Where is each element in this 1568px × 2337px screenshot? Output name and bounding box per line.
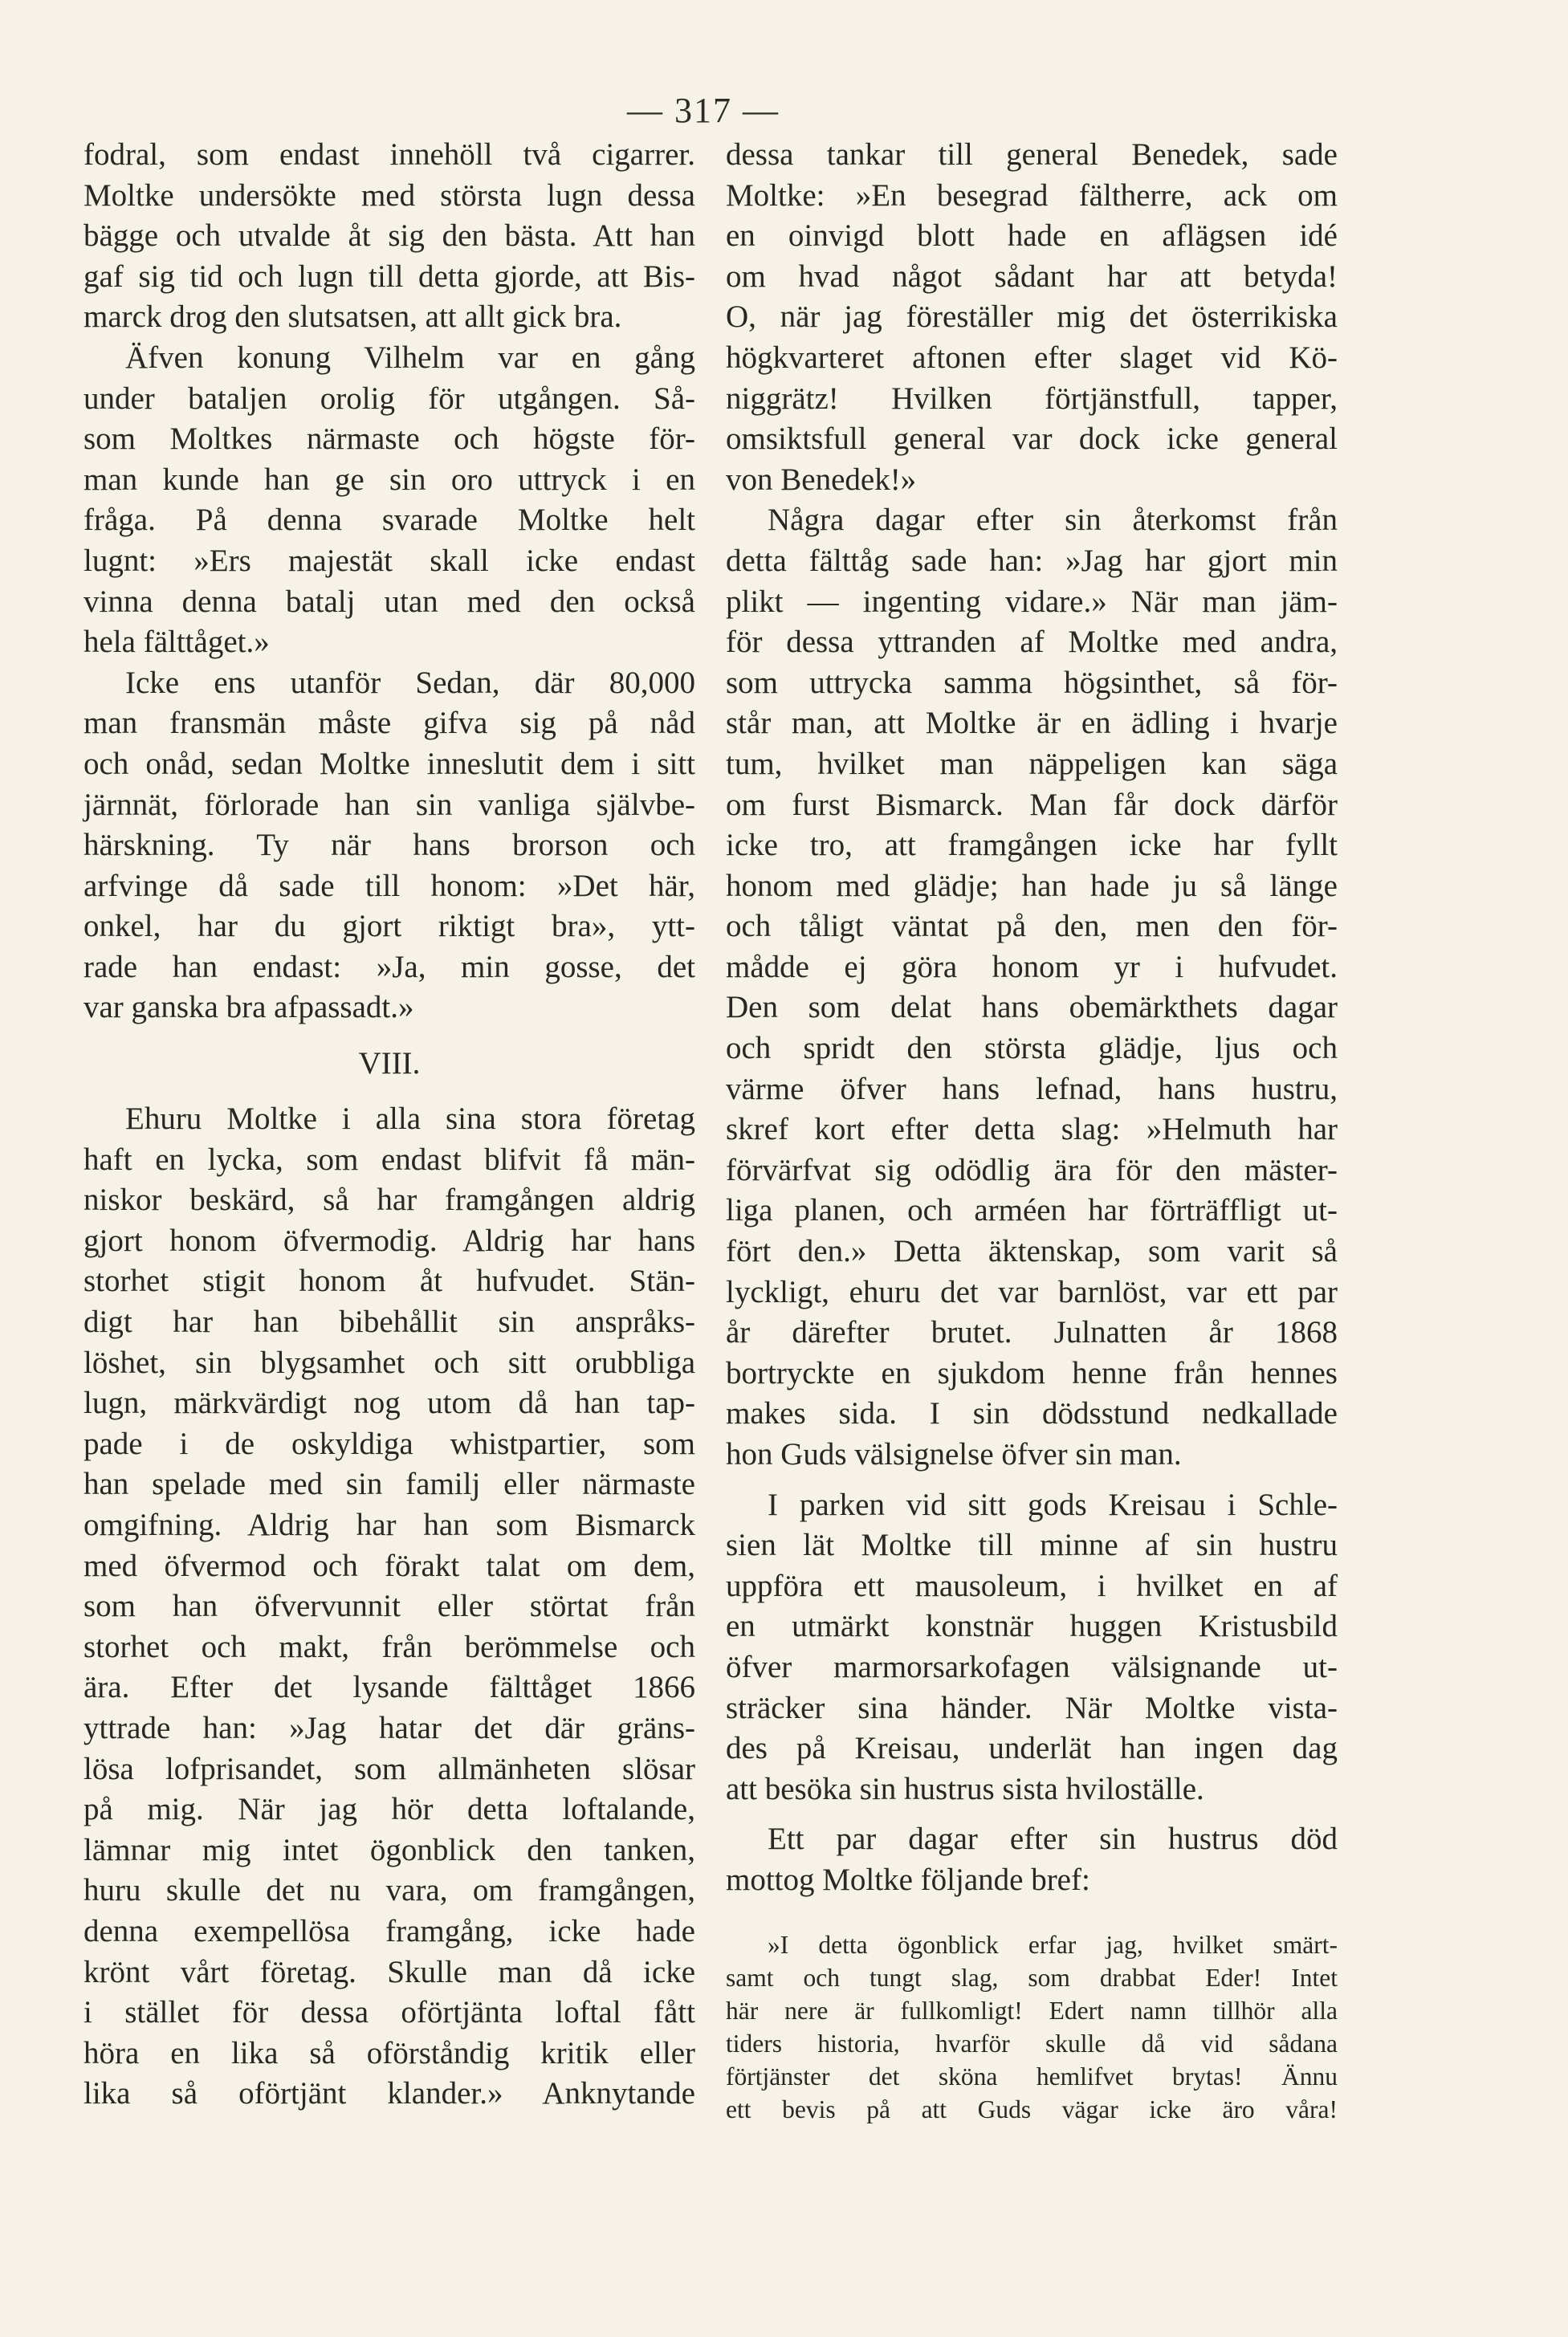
text-line: lika så oförtjänt klander.» Anknytande: [83, 2076, 695, 2111]
text-line: omgifning. Aldrig har han som Bismarck: [83, 1508, 695, 1542]
text-line: skref kort efter detta slag: »Helmuth har: [726, 1112, 1338, 1147]
text-line: krönt vårt företag. Skulle man då icke: [83, 1954, 695, 1989]
text-line: och tåligt väntat på den, men den för-: [726, 909, 1338, 944]
text-line: lugn, märkvärdigt nog utom då han tap-: [83, 1386, 695, 1421]
text-line: förvärfvat sig odödlig ära för den mäster-: [726, 1152, 1338, 1187]
paragraph: [726, 1819, 1338, 1900]
paragraph: [726, 1485, 1338, 1810]
text-line: en utmärkt konstnär huggen Kristusbild: [726, 1609, 1338, 1644]
text-line: höra en lika så oförståndig kritik eller: [83, 2035, 695, 2070]
text-line: högkvarteret aftonen efter slaget vid Kö-: [726, 340, 1338, 375]
text-line: om furst Bismarck. Man får dock därför: [726, 787, 1338, 822]
text-line: liga planen, och arméen har förträffligt ut-: [726, 1193, 1338, 1228]
text-line: niggrätz! Hvilken förtjänstfull, tapper,: [726, 381, 1338, 416]
text-line: tum, hvilket man näppeligen kan säga: [726, 746, 1338, 781]
text-line: bägge och utvalde åt sig den bästa. Att han: [83, 218, 695, 254]
text-line: hela fälttåget.»: [83, 625, 270, 660]
text-line: att besöka sin hustrus sista hviloställe.: [726, 1771, 1204, 1806]
text-line: plikt — ingenting vidare.» När man jäm-: [726, 584, 1338, 619]
text-line: fört den.» Detta äktenskap, som varit så: [726, 1234, 1338, 1269]
letter-line: »I detta ögonblick erfar jag, hvilket smärt-: [768, 1930, 1338, 1959]
text-line: Moltke: »En besegrad fältherre, ack om: [726, 177, 1338, 213]
text-line: gaf sig tid och lugn till detta gjorde, att Bis-: [83, 259, 695, 294]
text-line: Ehuru Moltke i alla sina stora företag: [125, 1101, 695, 1137]
text-line: lugnt: »Ers majestät skall icke endast: [83, 543, 695, 578]
text-line: arfvinge då sade till honom: »Det här,: [83, 868, 695, 903]
text-line: hon Guds välsignelse öfver sin man.: [726, 1437, 1182, 1472]
text-line: vinna denna batalj utan med den också: [83, 584, 695, 619]
text-line: dessa tankar till general Benedek, sade: [726, 137, 1338, 172]
paragraph: [83, 1099, 695, 2115]
text-line: storhet och makt, från berömmelse och: [83, 1629, 695, 1664]
text-line: onkel, har du gjort riktigt bra», ytt-: [83, 909, 695, 944]
text-line: digt har han bibehållit sin anspråks-: [83, 1305, 695, 1340]
text-line: icke tro, att framgången icke har fyllt: [726, 828, 1338, 863]
text-line: år därefter brutet. Julnatten år 1868: [726, 1315, 1338, 1350]
text-line: lämnar mig intet ögonblick den tanken,: [83, 1832, 695, 1867]
text-line: som uttrycka samma högsinthet, så för-: [726, 665, 1338, 700]
letter-line: ett bevis på att Guds vägar icke äro våra!: [726, 2095, 1338, 2123]
text-line: för dessa yttranden af Moltke med andra,: [726, 625, 1338, 660]
text-line: lösa lofprisandet, som allmänheten slösar: [83, 1751, 695, 1786]
text-line: härskning. Ty när hans brorson och: [83, 828, 695, 863]
text-line: Några dagar efter sin återkomst från: [768, 503, 1338, 538]
text-line: I parken vid sitt gods Kreisau i Schle-: [768, 1487, 1338, 1522]
text-line: niskor beskärd, så har framgången aldrig: [83, 1183, 695, 1218]
text-line: järnnät, förlorade han sin vanliga självbe-: [83, 787, 695, 822]
text-line: han spelade med sin familj eller närmaste: [83, 1467, 695, 1502]
text-line: detta fälttåg sade han: »Jag har gjort min: [726, 543, 1338, 578]
letter-line: här nere är fullkomligt! Edert namn tillhör alla: [726, 1996, 1338, 2025]
text-line: storhet stigit honom åt hufvudet. Stän-: [83, 1264, 695, 1299]
text-line: makes sida. I sin dödsstund nedkallade: [726, 1396, 1338, 1431]
text-line: huru skulle det nu vara, om framgången,: [83, 1873, 695, 1908]
text-line: på mig. När jag hör detta loftalande,: [83, 1792, 695, 1827]
text-line: som han öfvervunnit eller störtat från: [83, 1589, 695, 1624]
text-line: marck drog den slutsatsen, att allt gick bra.: [83, 299, 622, 335]
text-line: man kunde han ge sin oro uttryck i en: [83, 462, 695, 497]
text-line: var ganska bra afpassadt.»: [83, 990, 414, 1025]
text-line: som Moltkes närmaste och högste för-: [83, 421, 695, 457]
text-line: O, när jag föreställer mig det österrikiska: [726, 299, 1338, 335]
text-line: under bataljen orolig för utgången. Så-: [83, 381, 695, 416]
text-line: fodral, som endast innehöll två cigarrer.: [83, 137, 695, 172]
letter-line: samt och tungt slag, som drabbat Eder! Intet: [726, 1963, 1338, 1992]
text-line: lyckligt, ehuru det var barnlöst, var ett par: [726, 1274, 1338, 1309]
text-line: von Benedek!»: [726, 462, 917, 497]
text-line: man fransmän måste gifva sig på nåd: [83, 706, 695, 741]
text-line: om hvad något sådant har att betyda!: [726, 259, 1338, 294]
paragraph: [83, 135, 695, 338]
letter-line: tiders historia, hvarför skulle då vid sådana: [726, 2029, 1338, 2058]
text-line: löshet, sin blygsamhet och sitt orubbliga: [83, 1345, 695, 1380]
text-line: rade han endast: »Ja, min gosse, det: [83, 949, 695, 984]
text-line: en oinvigd blott hade en aflägsen idé: [726, 218, 1338, 254]
text-line: mådde ej göra honom yr i hufvudet.: [726, 949, 1338, 984]
left-column: [83, 135, 695, 2115]
text-line: uppföra ett mausoleum, i hvilket en af: [726, 1568, 1338, 1603]
text-line: des på Kreisau, underlät han ingen dag: [726, 1731, 1338, 1766]
text-line: Ett par dagar efter sin hustrus död: [768, 1822, 1338, 1857]
text-line: Äfven konung Vilhelm var en gång: [125, 340, 695, 375]
paragraph: [726, 500, 1338, 1475]
text-line: och onåd, sedan Moltke inneslutit dem i sitt: [83, 746, 695, 781]
text-line: bortryckte en sjukdom henne från hennes: [726, 1355, 1338, 1390]
text-line: värme öfver hans lefnad, hans hustru,: [726, 1071, 1338, 1106]
right-column: [726, 135, 1338, 2126]
section-heading: VIII.: [358, 1046, 421, 1081]
text-line: gjort honom öfvermodig. Aldrig har hans: [83, 1223, 695, 1258]
text-line: öfver marmorsarkofagen välsignande ut-: [726, 1649, 1338, 1684]
paragraph: [83, 338, 695, 663]
text-line: står man, att Moltke är en ädling i hvarje: [726, 706, 1338, 741]
text-line: sträcker sina händer. När Moltke vista-: [726, 1690, 1338, 1725]
text-line: denna exempellösa framgång, icke hade: [83, 1913, 695, 1948]
text-line: haft en lycka, som endast blifvit få män-: [83, 1142, 695, 1177]
text-line: och spridt den största glädje, ljus och: [726, 1031, 1338, 1066]
paragraph: [83, 663, 695, 1028]
text-line: Moltke undersökte med största lugn dessa: [83, 177, 695, 213]
page-number: — 317 —: [627, 91, 780, 130]
text-line: yttrade han: »Jag hatar det där gräns-: [83, 1710, 695, 1745]
quoted-letter: [726, 1928, 1338, 2126]
text-line: fråga. På denna svarade Moltke helt: [83, 503, 695, 538]
text-line: med öfvermod och förakt talat om dem,: [83, 1548, 695, 1583]
paragraph: [726, 135, 1338, 500]
text-line: sien lät Moltke till minne af sin hustru: [726, 1528, 1338, 1563]
text-line: Den som delat hans obemärkthets dagar: [726, 990, 1338, 1025]
text-line: pade i de oskyldiga whistpartier, som: [83, 1426, 695, 1461]
text-line: honom med glädje; han hade ju så länge: [726, 868, 1338, 903]
text-line: Icke ens utanför Sedan, där 80,000: [125, 665, 695, 700]
letter-line: förtjänster det sköna hemlifvet brytas! Ännu: [726, 2062, 1338, 2091]
text-line: ära. Efter det lysande fälttåget 1866: [83, 1670, 695, 1705]
text-line: i stället för dessa oförtjänta loftal fått: [83, 1995, 695, 2030]
text-line: omsiktsfull general var dock icke general: [726, 421, 1338, 457]
text-line: mottog Moltke följande bref:: [726, 1862, 1090, 1897]
